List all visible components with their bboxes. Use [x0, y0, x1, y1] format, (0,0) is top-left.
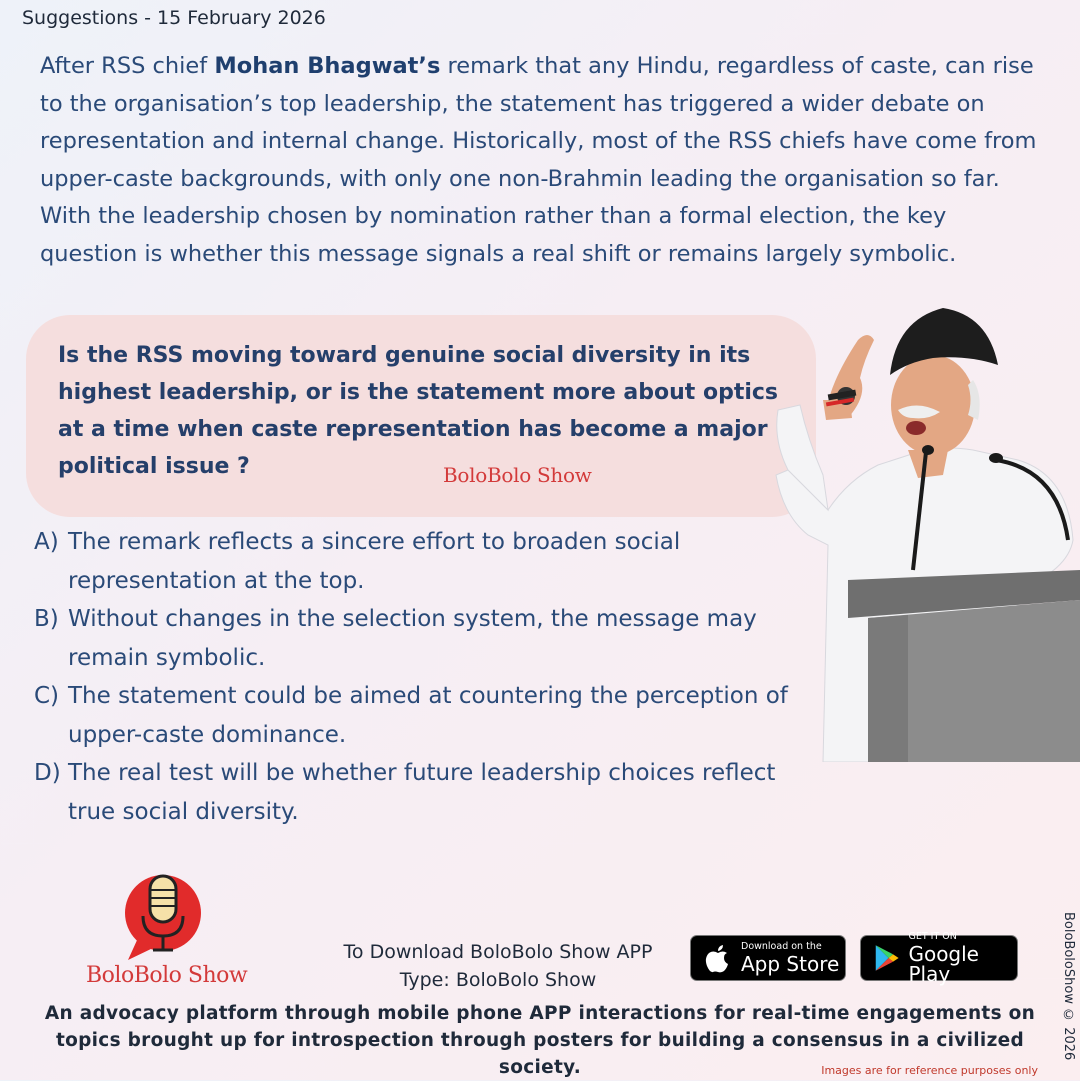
options-list [34, 523, 814, 831]
copyright: BoloBoloShow © 2026 [1061, 912, 1076, 1061]
intro-name: Mohan Bhagwat’s [214, 53, 441, 79]
option-text: Without changes in the selection system, the message may remain symbolic. [68, 606, 757, 671]
google-play-button[interactable] [860, 931, 1018, 986]
microphone-logo-icon [118, 868, 208, 968]
disclaimer: Images are for reference purposes only [821, 1064, 1038, 1077]
google-play-icon [873, 942, 900, 974]
option-text: The statement could be aimed at countering the perception of upper-caste dominance. [68, 683, 788, 748]
option-c[interactable] [34, 677, 814, 754]
download-line-1: To Download BoloBolo Show APP [343, 941, 653, 963]
option-letter: D) [34, 760, 61, 786]
intro-paragraph [40, 48, 1040, 273]
speaker-photo [768, 300, 1080, 762]
download-line-2: Type: BoloBolo Show [399, 969, 597, 991]
question-watermark: BoloBolo Show [443, 463, 592, 487]
logo-text: BoloBolo Show [86, 963, 248, 988]
option-letter: C) [34, 683, 60, 709]
question-text: Is the RSS moving toward genuine social diversity in its highest leadership, or is the statement more about optics at a time when caste representation has become a major political issue ? [58, 343, 779, 479]
intro-part2: remark that any Hindu, regardless of caste, can rise to the organisation’s top leadership, the statement has triggered a wider debate on representation and internal change. Historically, most of the RSS chiefs have come from upper-caste backgrounds, with only one non-Brahmin leading the organisation so far. With the leadership chosen by nomination rather than a formal election, the key question is whether this message signals a real shift or remains largely symbolic. [40, 53, 1037, 267]
google-play-small-text: GET IT ON [908, 931, 957, 943]
option-letter: B) [34, 606, 59, 632]
tagline: An advocacy platform through mobile phone APP interactions for real-time engagements on topics brought up for introspection through posters for building a consensus in a civilized society. [44, 1003, 1036, 1078]
option-a[interactable] [34, 523, 814, 600]
app-store-button[interactable] [690, 935, 846, 981]
apple-icon [703, 942, 733, 974]
intro-part1: After RSS chief [40, 53, 215, 79]
google-play-big-text: Google Play [908, 941, 979, 986]
option-d[interactable] [34, 754, 814, 831]
option-text: The real test will be whether future leadership choices reflect true social diversity. [68, 760, 776, 825]
option-b[interactable] [34, 600, 814, 677]
download-instructions [320, 938, 676, 994]
app-store-small-text: Download on the [741, 941, 822, 953]
app-store-big-text: App Store [741, 951, 840, 976]
option-letter: A) [34, 529, 59, 555]
option-text: The remark reflects a sincere effort to broaden social representation at the top. [68, 529, 681, 594]
date-line: Suggestions - 15 February 2026 [22, 7, 326, 29]
